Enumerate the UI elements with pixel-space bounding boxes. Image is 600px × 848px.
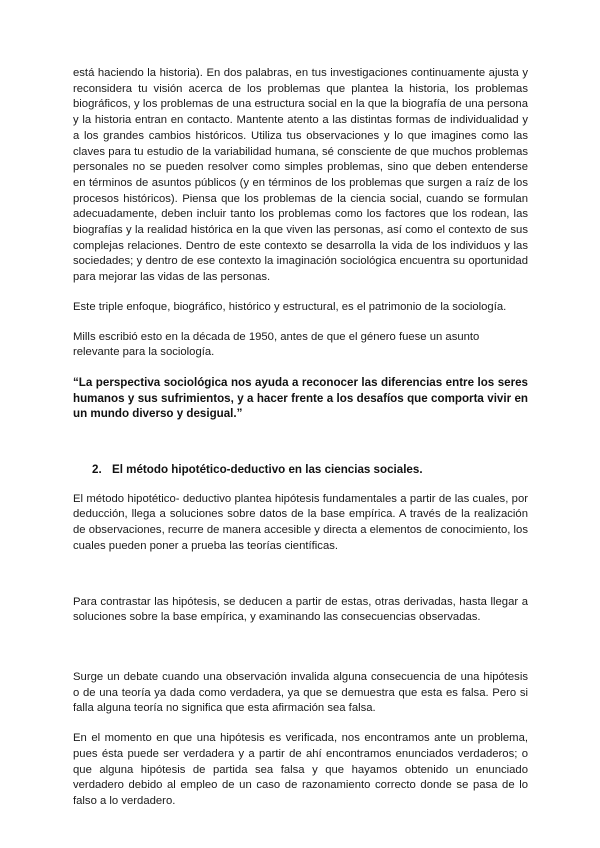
section-title: El método hipotético-deductivo en las ciencias sociales.	[112, 463, 423, 477]
section-number: 2.	[92, 463, 102, 477]
paragraph-mills: Mills escribió esto en la década de 1950, antes de que el género fuese un asunto relevante para la sociología.	[73, 330, 480, 359]
paragraph-debate: Surge un debate cuando una observación invalida alguna consecuencia de una hipótesis o de una teoría ya dada como verdadera, ya que se demuestra que esta es falsa. Pero si falla alguna teoría no significa que esta afirmación sea falsa.	[73, 670, 528, 715]
paragraph-metodo-definicion: El método hipotético- deductivo plantea hipótesis fundamentales a partir de las cuales, por deducción, llega a soluciones sobre datos de la base empírica. A través de la realización de observaciones, recurre de manera accesible y directa a elementos de conocimiento, los cuales pueden poner a prueba las teorías científicas.	[73, 492, 528, 552]
paragraph-triple-enfoque: Este triple enfoque, biográfico, histórico y estructural, es el patrimonio de la sociología.	[73, 300, 507, 313]
paragraph-imaginacion-sociologica: está haciendo la historia). En dos palabras, en tus investigaciones continuamente ajusta y reconsidera tu visión acerca de los problemas que plantea la historia, los problemas biográficos, y los problemas de una estructura social en la que la biografía de una persona y la historia entran en contacto. Mantente atento a las distintas formas de individualidad y a los grandes cambios históricos. Utiliza tus observaciones y lo que imagines como las claves para tu estudio de la variabilidad humana, sé consciente de que muchos problemas personales no se pueden resolver como simples problemas, sino que deben entenderse en términos de asuntos públicos (y en términos de los problemas que surgen a raíz de los procesos históricos). Piensa que los problemas de la ciencia social, cuando se formulan adecuadamente, deben incluir tanto los problemas como los factores que los rodean, las biografías y la realidad histórica en la que viven las personas, así como el contexto de sus complejas relaciones. Dentro de este contexto se desarrolla la vida de los individuos y las sociedades; y dentro de ese contexto la imaginación sociológica encuentra su oportunidad para mejorar las vidas de las personas.	[73, 67, 528, 284]
paragraph-verificacion: En el momento en que una hipótesis es verificada, nos encontramos ante un problema, pues ésta puede ser verdadera y a partir de ahí encontramos enunciados verdaderos; o que alguna hipótesis de partida sea falsa y que hayamos obtenido un enunciado verdadero debido al empleo de un caso de razonamiento correcto donde se pasa de lo falso a lo verdadero.	[73, 732, 528, 807]
paragraph-contrastar-hipotesis: Para contrastar las hipótesis, se deducen a partir de estas, otras derivadas, hasta llegar a soluciones sobre la base empírica, y examinando las consecuencias observadas.	[73, 595, 528, 624]
bold-quote: “La perspectiva sociológica nos ayuda a reconocer las diferencias entre los seres humanos y sus sufrimientos, y a hacer frente a los desafíos que comporta vivir en un mundo diverso y desigual.”	[73, 375, 528, 421]
section-heading	[73, 462, 528, 478]
